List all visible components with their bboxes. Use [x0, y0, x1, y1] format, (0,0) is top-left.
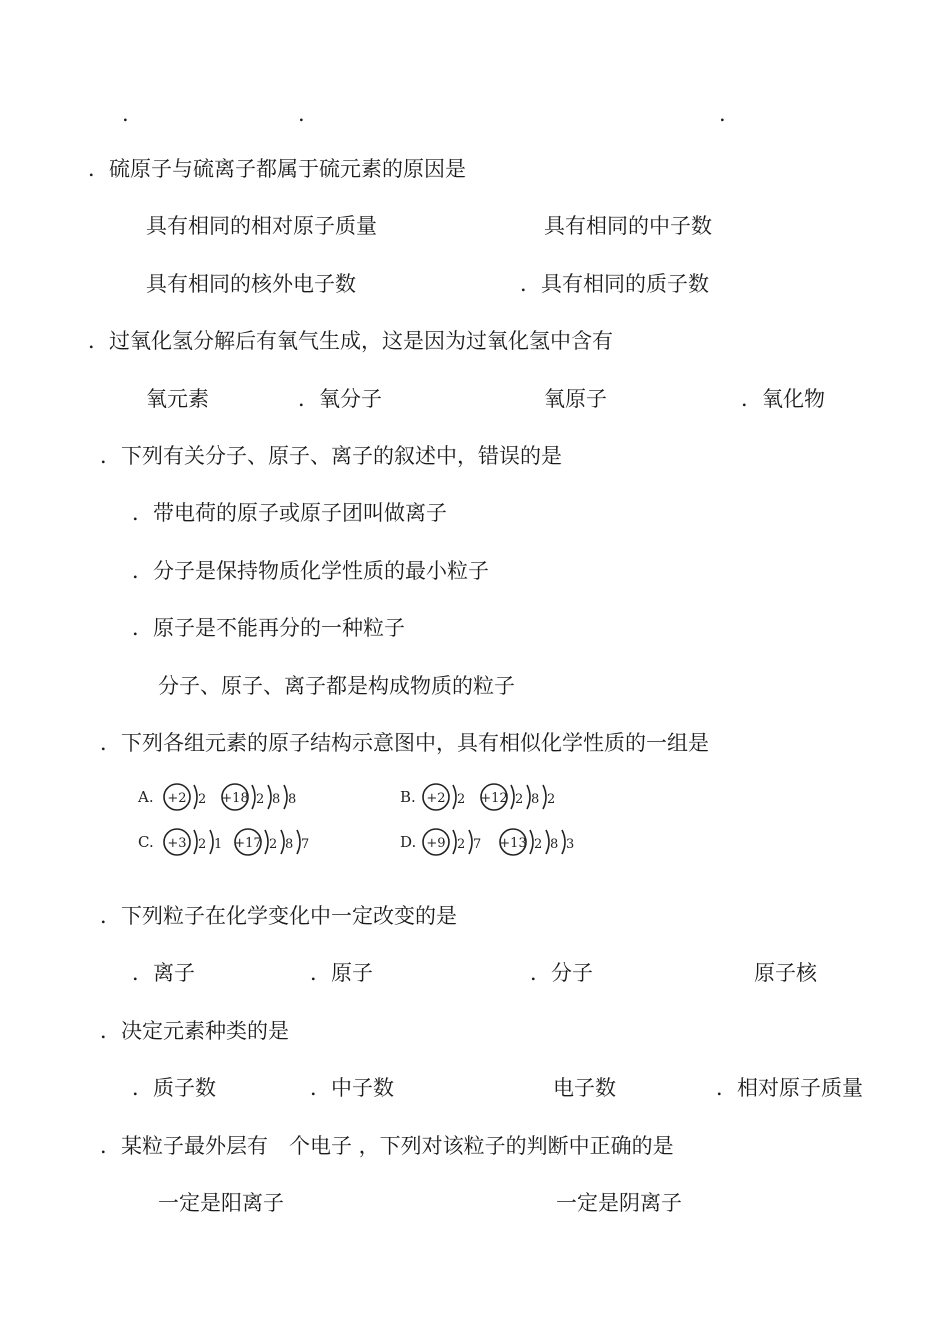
- shell-arc: [469, 830, 472, 854]
- shell-count: 8: [550, 837, 559, 852]
- nucleus-charge: +13: [499, 836, 527, 851]
- nucleus-charge: +3: [167, 836, 187, 851]
- shell-arc: [252, 785, 255, 809]
- shell-arc: [543, 785, 546, 809]
- shell-arc: [265, 830, 268, 854]
- question-stem: ．某粒子最外层有 个电子 ，下列对该粒子的判断中正确的是: [100, 1134, 674, 1158]
- shell-arc: [527, 785, 530, 809]
- shell-arc: [194, 830, 197, 854]
- question-stem: ．下列粒子在化学变化中一定改变的是: [100, 904, 457, 928]
- shell-arc: [453, 785, 456, 809]
- shell-count: 2: [198, 792, 207, 807]
- nucleus-charge: +2: [167, 791, 187, 806]
- shell-count: 8: [272, 792, 281, 807]
- option-c: 氧原子: [544, 387, 607, 411]
- shell-arc: [268, 785, 271, 809]
- shell-count: 2: [198, 837, 207, 852]
- option-d: ．相对原子质量: [716, 1076, 863, 1100]
- shell-count: 2: [534, 837, 543, 852]
- shell-count: 2: [515, 792, 524, 807]
- option-label: D.: [400, 833, 417, 851]
- option-d: 原子核: [754, 961, 817, 985]
- shell-count: 3: [566, 837, 575, 852]
- option-b: ．中子数: [310, 1076, 394, 1100]
- shell-arc: [297, 830, 300, 854]
- shell-count: 2: [457, 792, 466, 807]
- question-stem: ．决定元素种类的是: [100, 1019, 289, 1043]
- shell-count: 8: [288, 792, 297, 807]
- option-c: ．原子是不能再分的一种粒子: [132, 616, 405, 640]
- shell-arc: [546, 830, 549, 854]
- atomic-structure-diagram: [130, 776, 600, 868]
- option-b: ．氧分子: [298, 387, 382, 411]
- option-a: 氧元素: [146, 387, 209, 411]
- nucleus-charge: +2: [426, 791, 446, 806]
- option-a: ．离子: [132, 961, 195, 985]
- question-stem: ．硫原子与硫离子都属于硫元素的原因是: [88, 157, 466, 181]
- shell-arc: [530, 830, 533, 854]
- shell-arc: [281, 830, 284, 854]
- option-c: 具有相同的核外电子数: [146, 272, 356, 296]
- option-b: ．原子: [310, 961, 373, 985]
- shell-arc: [284, 785, 287, 809]
- top-dot: .: [122, 102, 129, 126]
- nucleus-charge: +9: [426, 836, 446, 851]
- shell-count: 2: [547, 792, 556, 807]
- option-d: ．具有相同的质子数: [520, 272, 709, 296]
- top-dot: .: [298, 102, 305, 126]
- shell-arc: [453, 830, 456, 854]
- question-stem: ．过氧化氢分解后有氧气生成，这是因为过氧化氢中含有: [88, 329, 613, 353]
- shell-arc: [210, 830, 213, 854]
- shell-count: 8: [531, 792, 540, 807]
- shell-count: 1: [214, 837, 223, 852]
- shell-count: 7: [301, 837, 310, 852]
- option-label: A.: [138, 788, 154, 806]
- shell-arc: [511, 785, 514, 809]
- option-b: ．分子是保持物质化学性质的最小粒子: [132, 559, 489, 583]
- option-d: ．氧化物: [741, 387, 825, 411]
- top-dot: .: [719, 102, 726, 126]
- shell-arc: [562, 830, 565, 854]
- option-d: 分子、原子、离子都是构成物质的粒子: [158, 674, 515, 698]
- option-a: ．质子数: [132, 1076, 216, 1100]
- option-a: ．带电荷的原子或原子团叫做离子: [132, 501, 447, 525]
- nucleus-charge: +17: [234, 836, 262, 851]
- option-a: 一定是阳离子: [158, 1191, 284, 1215]
- option-b: 具有相同的中子数: [544, 214, 712, 238]
- shell-count: 7: [473, 837, 482, 852]
- option-b: 一定是阴离子: [556, 1191, 682, 1215]
- shell-count: 2: [256, 792, 265, 807]
- option-label: B.: [400, 788, 416, 806]
- question-stem: ．下列各组元素的原子结构示意图中，具有相似化学性质的一组是: [100, 731, 709, 755]
- nucleus-charge: +18: [221, 791, 249, 806]
- shell-arc: [194, 785, 197, 809]
- option-c: ．分子: [530, 961, 593, 985]
- option-c: 电子数: [553, 1076, 616, 1100]
- option-label: C.: [138, 833, 154, 851]
- question-stem: ．下列有关分子、原子、离子的叙述中，错误的是: [100, 444, 562, 468]
- nucleus-charge: +12: [480, 791, 508, 806]
- shell-count: 2: [269, 837, 278, 852]
- shell-count: 8: [285, 837, 294, 852]
- shell-count: 2: [457, 837, 466, 852]
- option-a: 具有相同的相对原子质量: [146, 214, 377, 238]
